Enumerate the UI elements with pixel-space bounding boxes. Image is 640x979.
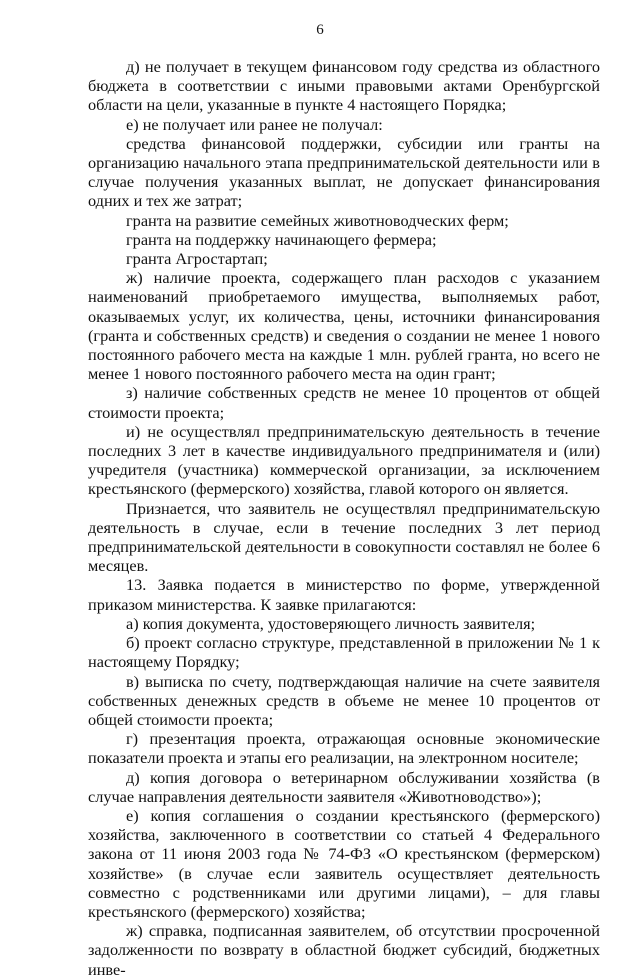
paragraph-zh-project: ж) наличие проекта, содержащего план расходов с указанием наименований приобретаемого имущества, выполняемых работ, оказываемых услуг, их количества, цены, источники финансирования (гранта и собственных средств) и сведения о создании не менее 1 нового постоянного рабочего места на каждые 1 млн. рублей гранта, но всего не менее 1 нового постоянного рабочего места на один грант; [88, 268, 600, 384]
paragraph-d-vet-contract: д) копия договора о ветеринарном обслуживании хозяйства (в случае направления деятельности заявителя «Животноводство»); [88, 767, 600, 806]
paragraph-z-own-funds: з) наличие собственных средств не менее 10 процентов от общей стоимости проекта; [88, 383, 600, 422]
paragraph-e-agreement: е) копия соглашения о создании крестьянского (фермерского) хозяйства, заключенного в соответствии со статьей 4 Федерального закона от 11 июня 2003 года № 74-ФЗ «О крестьянском (фермерском) хозяйстве» (в случае если заявитель осуществляет деятельность совместно с родственниками или другими лицами), – для главы крестьянского (фермерского) хозяйства; [88, 805, 600, 921]
document-body [88, 57, 600, 979]
paragraph-g-presentation: г) презентация проекта, отражающая основные экономические показатели проекта и этапы его реализации, на электронном носителе; [88, 729, 600, 768]
paragraph-b-project: б) проект согласно структуре, представленной в приложении № 1 к настоящему Порядку; [88, 633, 600, 672]
paragraph-a-id-copy: а) копия документа, удостоверяющего личность заявителя; [126, 613, 536, 633]
paragraph-agrostartup-grant: гранта Агростартап; [126, 249, 268, 269]
paragraph-d-funding: д) не получает в текущем финансовом году средства из областного бюджета в соответствии с иными правовыми актами Оренбургской области на цели, указанные в пункте 4 настоящего Порядка; [88, 57, 600, 115]
paragraph-zh-certificate: ж) справка, подписанная заявителем, об отсутствии просроченной задолженности по возврату в областной бюджет субсидий, бюджетных инве- [88, 921, 600, 979]
paragraph-i-no-business: и) не осуществлял предпринимательскую деятельность в течение последних 3 лет в качестве индивидуального предпринимателя и (или) учредителя (участника) коммерческой организации, за исключением крестьянского (фермерского) хозяйства, главой которого он является. [88, 421, 600, 499]
paragraph-13-application: 13. Заявка подается в министерство по форме, утвержденной приказом министерства. К заявке прилагаются: [88, 575, 600, 614]
paragraph-recognized: Признается, что заявитель не осуществлял предпринимательскую деятельность в случае, если в течение последних 3 лет период предпринимательской деятельности в совокупности составлял не более 6 месяцев. [88, 498, 600, 576]
paragraph-financial-support: средства финансовой поддержки, субсидии или гранты на организацию начального этапа предпринимательской деятельности или в случае получения указанных выплат, не допускает финансирования одних и тех же затрат; [88, 133, 600, 211]
paragraph-novice-farmer-grant: гранта на поддержку начинающего фермера; [126, 229, 437, 249]
page-number: 6 [316, 22, 324, 38]
paragraph-e-not-received: е) не получает или ранее не получал: [126, 114, 383, 134]
paragraph-v-statement: в) выписка по счету, подтверждающая наличие на счете заявителя собственных денежных средств в объеме не менее 10 процентов от общей стоимости проекта; [88, 671, 600, 729]
paragraph-family-farm-grant: гранта на развитие семейных животноводческих ферм; [126, 210, 509, 230]
